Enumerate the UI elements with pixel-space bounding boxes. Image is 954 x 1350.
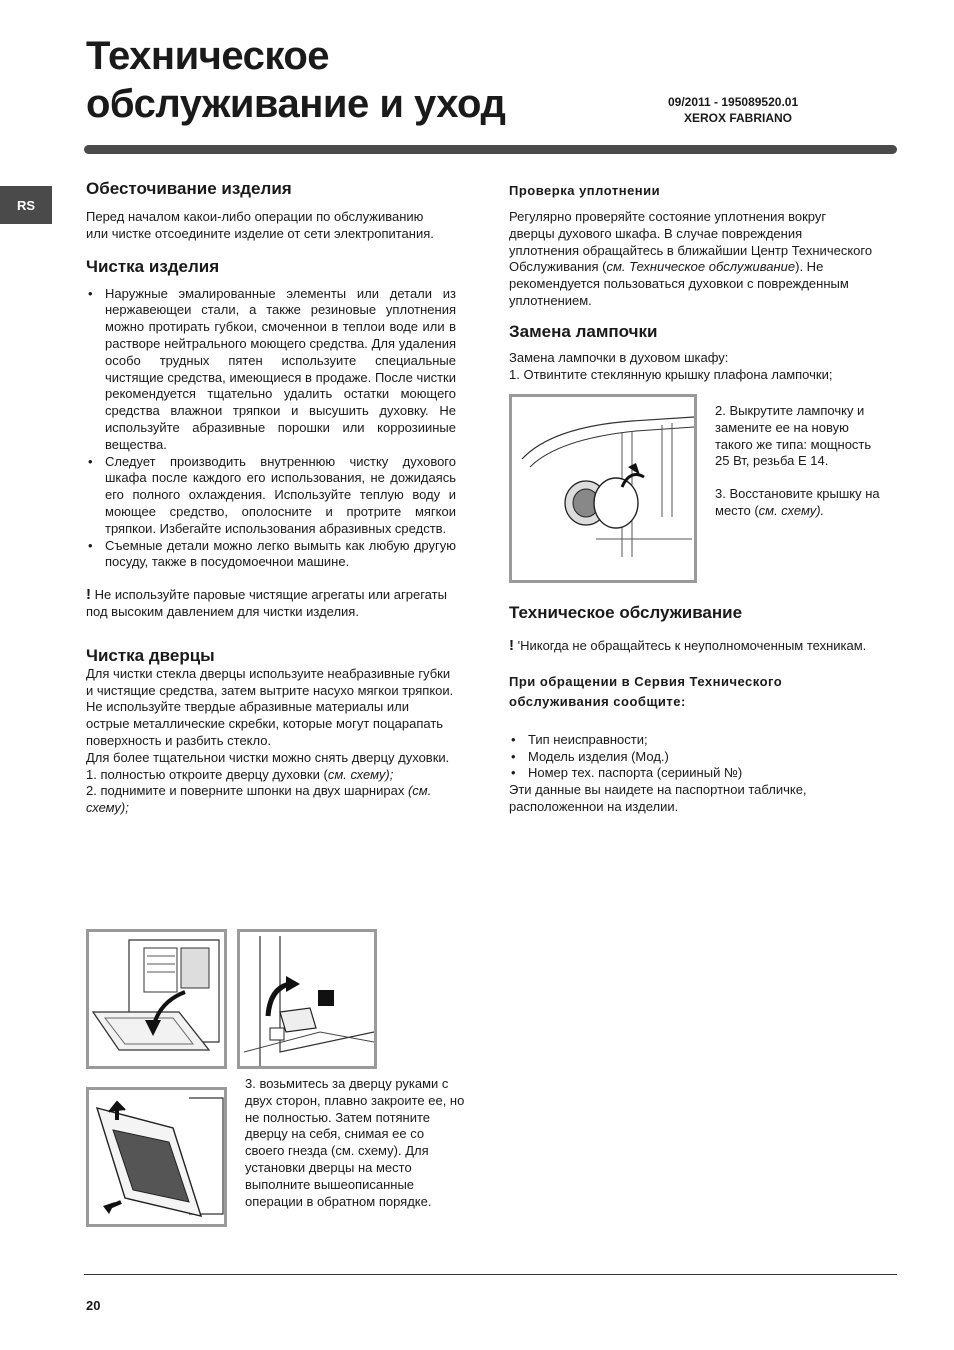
service-section — [509, 602, 875, 816]
service-info-list — [509, 732, 875, 782]
service-warning-text: 'Никогда не обращайтесь к неуполномоченным техникам. — [514, 638, 867, 653]
language-tab: RS — [0, 186, 52, 224]
document-code: 09/2011 - 195089520.01 — [668, 95, 799, 109]
page-number: 20 — [86, 1298, 101, 1313]
service-contact-title: При обращении в Сервия Технического обслуживания сообщите: — [509, 673, 783, 709]
page-title — [86, 32, 505, 128]
cleaning-list — [86, 286, 456, 572]
figure-hinge — [237, 929, 377, 1069]
open-door-illustration — [89, 932, 224, 1066]
list-item: • Тип неисправности; — [509, 732, 875, 749]
door-step-3: 3. возьмитесь за дверцу руками с двух сторон, плавно закроите ее, но не полностью. Затем потяните дверцу на себя, снимая ее со своего гнезда (см. схему). Для установки дверцы на место выполните вышеописанные операции в обратном порядке. — [245, 1076, 465, 1209]
section-lamp-title: Замена лампочки — [509, 321, 658, 341]
seal-check-text: Регулярно проверяйте состояние уплотнения вокруг дверцы духового шкафа. В случае повреждения уплотнения обращайтесь в ближайшии Центр Технического Обслуживания (см. Техническое обслуживание). Не рекомендуется пользоваться духовкои с поврежденным уплотнением. — [509, 209, 873, 308]
list-item: • Наружные эмалированные элементы или детали из нержавеющеи стали, а также резиновые уплотнения можно протирать губкои, смоченнои в теплои воде или в растворе нейтрального моющего средства. Для удаления особо трудных пятен используите специальные чистящие средства, имеющиеся в продаже. После чистки рекомендуется тщательно удалить остатки моющего средства влажнои тряпкои и высушить духовку. Не используйте абразивные порошки или коррозииные вещества. — [86, 286, 456, 454]
section-power-off-title: Обесточивание изделия — [86, 179, 292, 198]
door-removal-intro: Для более тщательнои чистки можно снять дверцу духовки. — [86, 749, 450, 765]
figure-lamp — [509, 394, 697, 583]
section-service-title: Техническое обслуживание — [509, 603, 743, 622]
left-column — [86, 178, 456, 817]
lamp-step-1: 1. Отвинтите стеклянную крышку плафона лампочки; — [509, 366, 833, 382]
list-item: • Модель изделия (Мод.) — [509, 749, 875, 766]
door-cleaning-text: Для чистки стекла дверцы используите неабразивные губки и чистящие средства, затем вытрите насухо мягкои тряпкои. Не используйте твердые абразивные материалы или острые металлические скребки, которые могут поцарапать поверхность и разбить стекло. — [86, 665, 454, 748]
lamp-step-2: 2. Выкрутите лампочку и замените ее на новую такого же типа: мощность 25 Вт, резьба Е 14. — [715, 403, 872, 469]
door-step-2: 2. поднимите и поверните шпонки на двух шарнирах (см. схему); — [86, 783, 432, 816]
header-divider — [84, 145, 897, 154]
door-step-1: 1. полностью откроите дверцу духовки (см. схему); — [86, 766, 394, 782]
section-power-off-text: Перед началом какои-либо операции по обслуживанию или чистке отсоедините изделие от сети электропитания. — [86, 209, 434, 241]
list-item: • Следует производить внутреннюю чистку духового шкафа после каждого его использования, не дожидаясь его полного охлаждения. Используйте теплую воду и моющее средство, ополосните и протрите мягкои тряпкои. Избегайте использования абразивных средств. — [86, 454, 456, 538]
document-reference — [668, 94, 798, 126]
lamp-steps — [715, 403, 887, 520]
page-title-line1: Техническое — [86, 34, 330, 78]
section-door-cleaning-title: Чистка дверцы — [86, 645, 215, 665]
warning-icon: ! — [86, 586, 91, 604]
lamp-illustration — [512, 397, 694, 580]
service-footer-text: Эти данные вы наидете на паспортнои табличке, расположеннои на изделии. — [509, 782, 807, 814]
section-seal-check-title: Проверка уплотнении — [509, 183, 661, 198]
lamp-intro: Замена лампочки в духовом шкафу: — [509, 349, 729, 365]
footer-divider — [84, 1274, 897, 1275]
section-cleaning-title: Чистка изделия — [86, 256, 220, 276]
printer-credit: XEROX FABRIANO — [684, 111, 793, 125]
warning-text: Не используйте паровые чистящие агрегаты или агрегаты под высоким давлением для чистки изделия. — [86, 587, 447, 619]
list-item: • Номер тех. паспорта (серииный №) — [509, 765, 875, 782]
figure-open-door — [86, 929, 227, 1069]
page-title-line2: обслуживание и уход — [86, 82, 506, 126]
list-item: • Съемные детали можно легко вымыть как любую другую посуду, также в посудомоечнои машине. — [86, 538, 456, 572]
remove-door-illustration — [89, 1090, 224, 1224]
service-warning — [509, 638, 875, 655]
warning-note — [86, 587, 456, 621]
hinge-illustration — [240, 932, 374, 1066]
right-column — [509, 182, 875, 383]
figure-remove-door — [86, 1087, 227, 1227]
lamp-step-3: 3. Восстановите крышку на место (см. схему). — [715, 486, 880, 518]
warning-icon: ! — [509, 637, 514, 654]
